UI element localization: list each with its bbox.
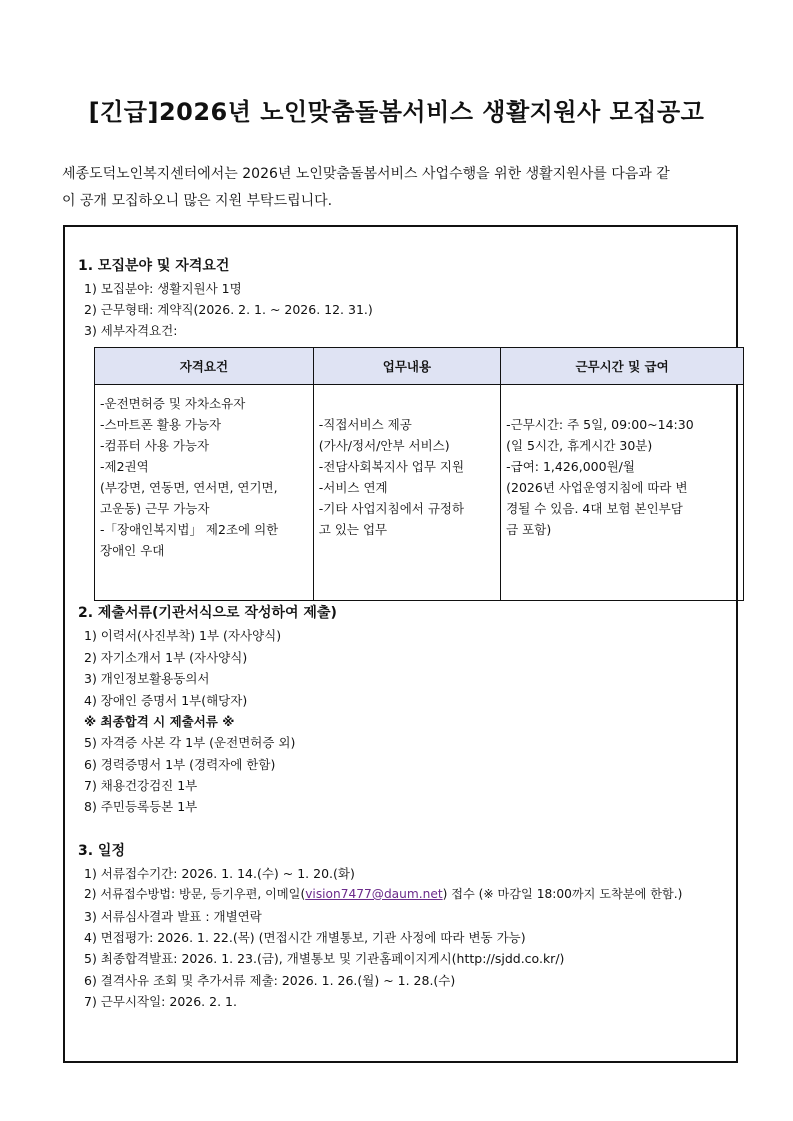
- email-link[interactable]: vision7477@daum.net: [305, 887, 443, 901]
- list-item: 5) 자격증 사본 각 1부 (운전면허증 외): [84, 735, 296, 750]
- list-item: 1) 모집분야: 생활지원사 1명: [84, 281, 242, 296]
- list-item: 1) 이력서(사진부착) 1부 (자사양식): [84, 628, 282, 643]
- list-item: 7) 근무시작일: 2026. 2. 1.: [84, 994, 237, 1009]
- list-item: 8) 주민등록등본 1부: [84, 799, 198, 814]
- list-item: 3) 세부자격요건:: [84, 323, 178, 338]
- section-heading-recruitment: 1. 모집분야 및 자격요건: [78, 258, 230, 274]
- cell-line: 고 있는 업무: [318, 522, 388, 537]
- list-item: 4) 장애인 증명서 1부(해당자): [84, 693, 248, 708]
- table-row: [95, 385, 744, 601]
- list-item: 5) 최종합격발표: 2026. 1. 23.(금), 개별통보 및 기관홈페이지게시(http://sjdd.co.kr/): [84, 951, 565, 966]
- table-header-row: [95, 348, 744, 385]
- list-item: 3) 개인정보활용동의서: [84, 671, 210, 686]
- cell-line: -컴퓨터 사용 가능자: [100, 438, 210, 453]
- cell-line: -직접서비스 제공: [318, 417, 412, 432]
- cell-line: 경될 수 있음. 4대 보험 본인부담: [506, 501, 683, 516]
- table-header-qualifications: 자격요건: [95, 348, 314, 385]
- duties-cell: [313, 385, 500, 601]
- requirements-table: [94, 347, 744, 601]
- list-item: 6) 경력증명서 1부 (경력자에 한함): [84, 757, 276, 772]
- cell-line: 장애인 우대: [100, 543, 165, 558]
- list-item: 3) 서류심사결과 발표 : 개별연락: [84, 909, 262, 924]
- cell-line: -기타 사업지침에서 규정하: [318, 501, 465, 516]
- hours-pay-cell: [501, 385, 744, 601]
- list-item: 6) 결격사유 조회 및 추가서류 제출: 2026. 1. 26.(월) ~ 1. 28.(수): [84, 973, 456, 988]
- cell-line: -스마트폰 활용 가능자: [100, 417, 222, 432]
- list-item-application-method: [84, 885, 682, 902]
- cell-line: -급여: 1,426,000원/월: [506, 459, 635, 474]
- list-item: 7) 채용건강검진 1부: [84, 778, 198, 793]
- section-heading-schedule: 3. 일정: [78, 843, 125, 859]
- cell-line: -운전면허증 및 자차소유자: [100, 396, 246, 411]
- application-method-note: ) 접수 (※ 마감일 18:00까지 도착분에 한함.): [442, 887, 683, 901]
- cell-line: -「장애인복지법」 제2조에 의한: [100, 522, 279, 537]
- intro-line: 이 공개 모집하오니 많은 지원 부탁드립니다.: [62, 193, 333, 209]
- table-header-duties: 업무내용: [313, 348, 500, 385]
- cell-line: 금 포함): [506, 522, 552, 537]
- cell-line: (일 5시간, 휴게시간 30분): [506, 438, 653, 453]
- cell-line: (가사/정서/안부 서비스): [318, 438, 450, 453]
- cell-line: (2026년 사업운영지침에 따라 변: [506, 480, 688, 495]
- final-pass-note: ※ 최종합격 시 제출서류 ※: [84, 714, 235, 729]
- list-item: 2) 근무형태: 계약직(2026. 2. 1. ~ 2026. 12. 31.): [84, 302, 373, 317]
- list-item: 2) 자기소개서 1부 (자사양식): [84, 650, 248, 665]
- cell-line: -서비스 연계: [318, 480, 388, 495]
- qualifications-cell: [95, 385, 314, 601]
- application-method-text: 2) 서류접수방법: 방문, 등기우편, 이메일(: [84, 887, 306, 901]
- table-header-hours-pay: 근무시간 및 급여: [501, 348, 744, 385]
- cell-line: -제2권역: [100, 459, 149, 474]
- cell-line: 고운동) 근무 가능자: [100, 501, 210, 516]
- list-item: 4) 면접평가: 2026. 1. 22.(목) (면접시간 개별통보, 기관 사정에 따라 변동 가능): [84, 930, 526, 945]
- intro-paragraph: [62, 161, 742, 215]
- page-title: [긴급]2026년 노인맞춤돌봄서비스 생활지원사 모집공고: [88, 98, 705, 126]
- cell-line: (부강면, 연동면, 연서면, 연기면,: [100, 480, 278, 495]
- section-heading-documents: 2. 제출서류(기관서식으로 작성하여 제출): [78, 605, 337, 621]
- intro-line: 세종도덕노인복지센터에서는 2026년 노인맞춤돌봄서비스 사업수행을 위한 생활지원사를 다음과 같: [62, 166, 670, 182]
- cell-line: -전담사회복지사 업무 지원: [318, 459, 465, 474]
- cell-line: -근무시간: 주 5일, 09:00~14:30: [506, 417, 694, 432]
- list-item: 1) 서류접수기간: 2026. 1. 14.(수) ~ 1. 20.(화): [84, 866, 355, 881]
